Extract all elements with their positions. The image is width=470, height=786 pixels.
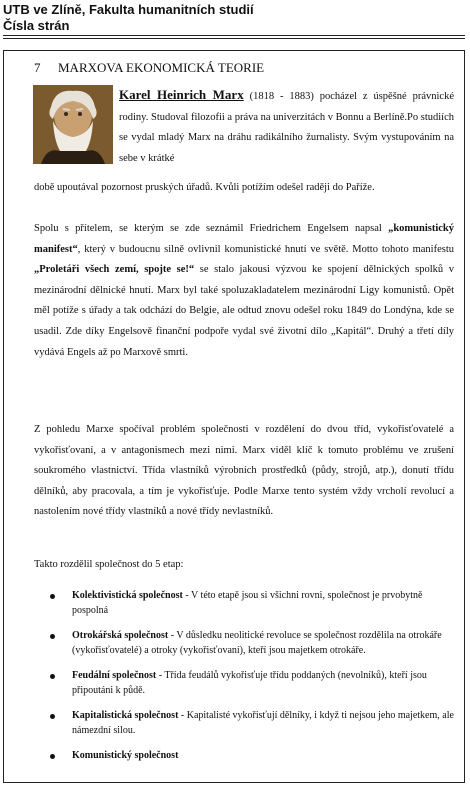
stage-desc: - Třída feudálů vykořisťuje třídu poddaných (nevolníků), kteří jsou připoutáni k půdě.	[72, 670, 427, 696]
bullet-icon	[50, 714, 55, 719]
header-rule-2	[3, 38, 465, 39]
class-paragraph: Z pohledu Marxe spočíval problém společnosti v rozdělení do dvou tříd, vykořisťovatelé a vykořisťovaní, a v antagonismech mezi nimi. Marx viděl klíč k tomuto problému ve zrušení soukromého vlastnictví. Třída vlastníků výrobních prostředků (půdy, strojů, atp.), donutí třídu dělníků, aby pracovala, a tím je vykořisťuje. Podle Marxe tento systém vždy vrcholí revolucí a nastolením nové třídy vlastníků a nové třídy nevlastníků.	[34, 424, 454, 518]
person-name: Karel Heinrich Marx	[119, 87, 244, 102]
manifesto-text-a: Spolu s přítelem, se kterým se zde seznámil Friedrichem Engelsem napsal	[34, 223, 389, 234]
stage-term: Kapitalistická společnost	[72, 710, 179, 721]
document-header	[3, 2, 465, 34]
list-item	[48, 668, 454, 698]
header-institution: UTB ve Zlíně, Fakulta humanitních studií	[3, 2, 254, 17]
portrait-illustration	[33, 85, 113, 164]
bullet-icon	[50, 674, 55, 679]
chapter-number: 7	[34, 60, 41, 75]
stage-desc: - Kapitalisté vykořisťují dělníky, i když ti nejsou jeho majetkem, ale námezdní silou.	[72, 710, 454, 736]
stage-desc: - V důsledku neolitické revoluce se společnost rozdělila na otrokáře (vykořisťovatelé) a otroky (vykořisťovaní), kteří jsou majetkem otrokáře.	[72, 630, 442, 656]
manifesto-title: „komunistický manifest“	[34, 223, 454, 255]
manifesto-text-e: se stalo jakousi výzvou ke spojení dělnických spolků v mezinárodní dělnické hnutí. Marx byl také spoluzakladatelem mezinárodní Ligy komunistů. Opět měl potíže s úřady a tak odchází do Belgie, ale odtud znovu odešel roku 1849 do Londýna, kde se usadil. Zde díky Engelsově finanční podpoře vydal své životní dílo „Kapitál“. Druhý a třetí díly vydává Engels až po Marxově smrti.	[34, 264, 454, 358]
list-item	[48, 588, 454, 618]
stage-term: Otrokářská společnost	[72, 630, 169, 641]
marx-portrait-image	[33, 85, 113, 164]
header-page-label: Čísla strán	[3, 18, 70, 33]
stages-list	[48, 588, 454, 773]
bullet-icon	[50, 754, 55, 759]
stage-term: Kolektivistická společnost	[72, 590, 183, 601]
bullet-icon	[50, 594, 55, 599]
manifesto-motto: „Proletáři všech zemí, spojte se!“	[34, 264, 195, 276]
list-item	[48, 628, 454, 658]
intro-continuation: době upoutával pozornost pruských úřadů. Kvůli potížím odešel raději do Paříže.	[34, 182, 375, 193]
intro-text: (1818 - 1883) pocházel z úspěšné právnické rodiny. Studoval filozofii a práva na univerzitách v Bonnu a Berlíně.Po studiích se vydal mladý Marx na dráhu radikálního žurnalisty. Svým vystupováním na sebe v krátké	[119, 91, 454, 164]
bullet-icon	[50, 634, 55, 639]
manifesto-text-c: , který v budoucnu silně ovlivnil komunistické hnutí ve světě. Motto tohoto manifestu	[77, 243, 454, 255]
chapter-heading	[34, 60, 264, 76]
list-item	[48, 748, 454, 763]
list-item	[48, 708, 454, 738]
intro-paragraph	[119, 85, 454, 169]
stage-term: Komunistický společnost	[72, 750, 179, 761]
chapter-title: MARXOVA EKONOMICKÁ TEORIE	[58, 60, 265, 75]
manifesto-paragraph	[34, 219, 454, 363]
stage-term: Feudální společnost	[72, 670, 157, 681]
stages-intro: Takto rozdělil společnost do 5 etap:	[34, 559, 184, 570]
stage-desc: - V této etapě jsou si všichni rovni, společnost je prvobytně pospolná	[72, 590, 423, 616]
header-rule	[3, 35, 465, 36]
